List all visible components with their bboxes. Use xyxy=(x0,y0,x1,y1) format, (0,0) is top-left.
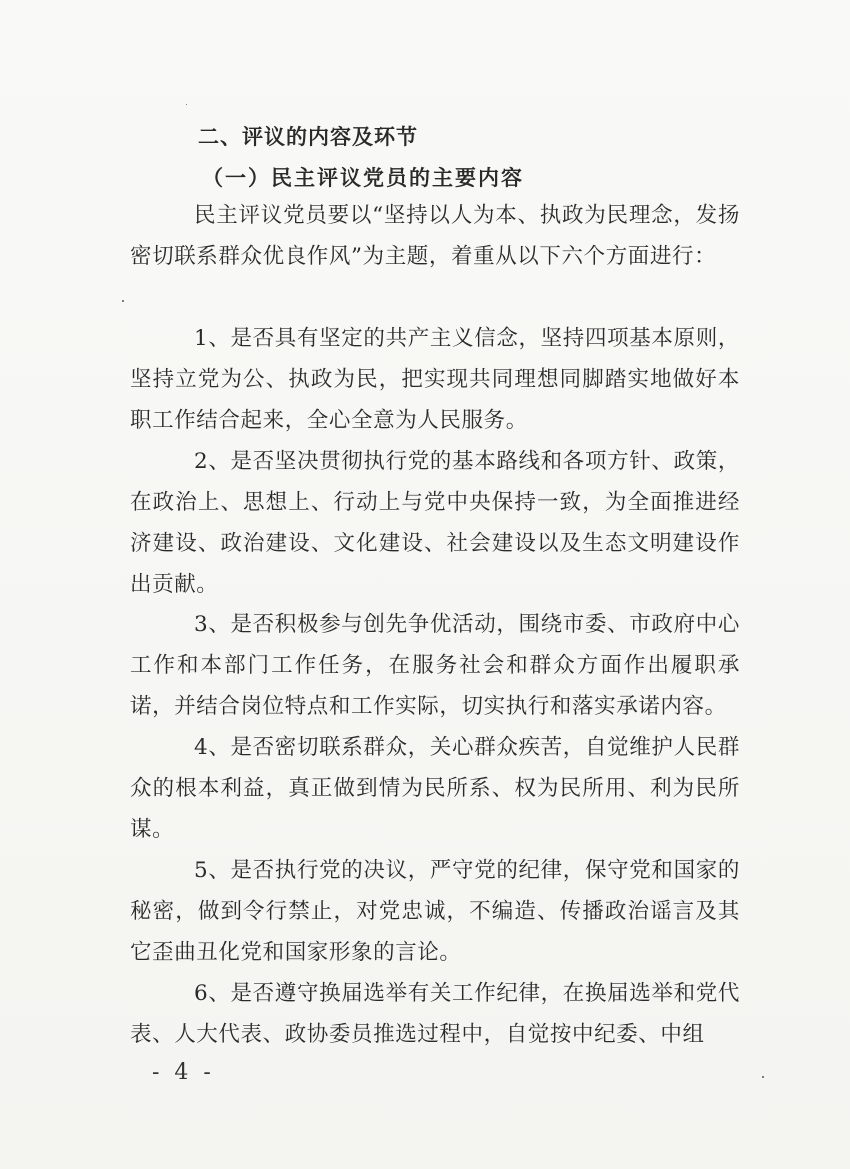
paragraph-item-4: 4、是否密切联系群众，关心群众疾苦，自觉维护人民群众的根本利益，真正做到情为民所系、权为民所用、利为民所谋。 xyxy=(130,735,740,842)
paragraph-intro: 民主评议党员要以“坚持以人为本、执政为民理念，发扬密切联系群众优良作风”为主题，着重从以下六个方面进行： xyxy=(130,203,740,269)
subsection-heading: （一）民主评议党员的主要内容 xyxy=(202,166,524,190)
paragraph-item-3: 3、是否积极参与创先争优活动，围绕市委、市政府中心工作和本部门工作任务，在服务社会和群众方面作出履职承诺，并结合岗位特点和工作实际，切实执行和落实承诺内容。 xyxy=(130,612,740,719)
paragraph-item-6: 6、是否遵守换届选举有关工作纪律，在换届选举和党代表、人大代表、政协委员推选过程中，自觉按中纪委、中组 xyxy=(130,981,740,1047)
scan-speck xyxy=(122,300,124,302)
paragraph-item-1: 1、是否具有坚定的共产主义信念，坚持四项基本原则，坚持立党为公、执政为民，把实现共同理想同脚踏实地做好本职工作结合起来，全心全意为人民服务。 xyxy=(130,326,740,433)
scan-speck xyxy=(762,1076,764,1078)
paragraph-item-5: 5、是否执行党的决议，严守党的纪律，保守党和国家的秘密，做到令行禁止，对党忠诚，不编造、传播政治谣言及其它歪曲丑化党和国家形象的言论。 xyxy=(130,858,740,965)
paragraph-item-2: 2、是否坚决贯彻执行党的基本路线和各项方针、政策，在政治上、思想上、行动上与党中央保持一致，为全面推进经济建设、政治建设、文化建设、社会建设以及生态文明建设作出贡献。 xyxy=(130,449,740,597)
section-heading: 二、评议的内容及环节 xyxy=(198,125,418,149)
scan-speck xyxy=(186,104,187,105)
page-number: - 4 - xyxy=(152,1060,215,1085)
